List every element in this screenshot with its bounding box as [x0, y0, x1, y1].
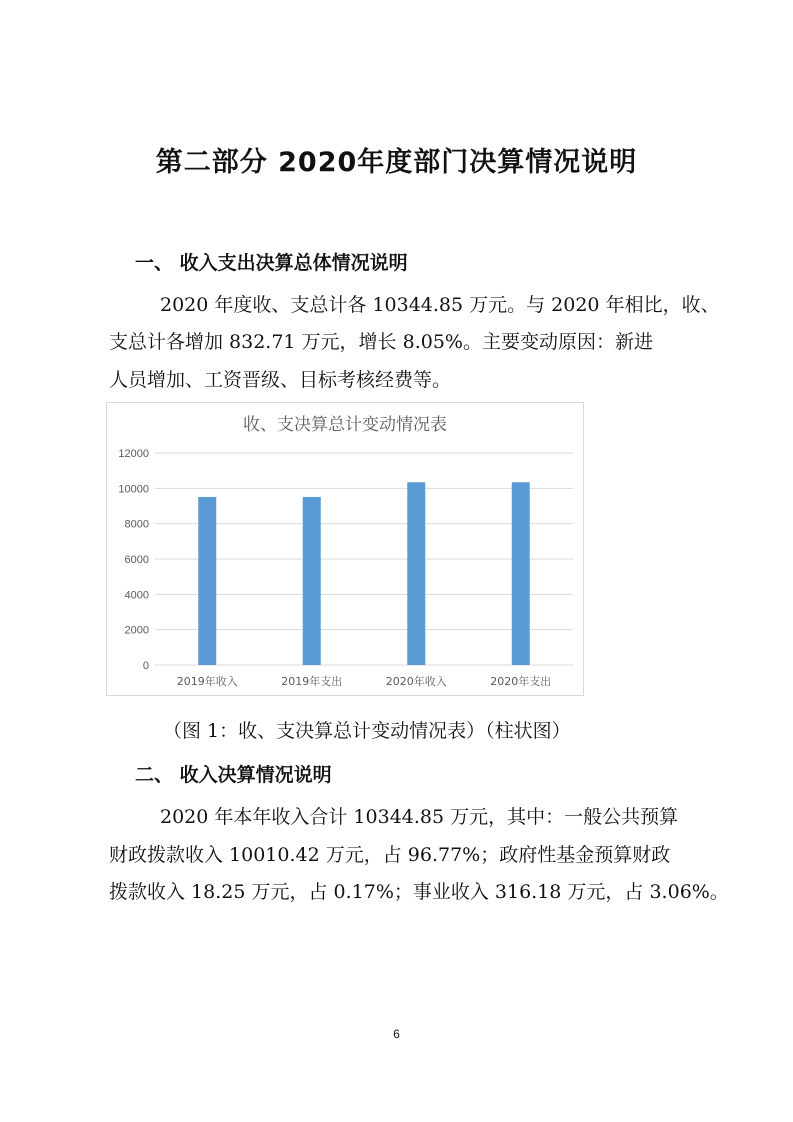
x-category-label: 2020年收入 [385, 675, 447, 688]
bar [512, 482, 530, 665]
bar [407, 482, 425, 665]
paragraph-line: 2020 年度收、支总计各 10344.85 万元。与 2020 年相比，收、 [160, 294, 720, 316]
bar [303, 497, 321, 665]
bar-chart-svg [107, 403, 583, 695]
y-tick-label: 0 [142, 660, 149, 672]
paragraph-line: 财政拨款收入 10010.42 万元，占 96.77%；政府性基金预算财政 [109, 844, 671, 866]
chart-title: 收、支决算总计变动情况表 [243, 415, 447, 435]
section-heading-2: 二、 收入决算情况说明 [135, 764, 332, 786]
figure-caption: （图 1：收、支决算总计变动情况表）（柱状图） [163, 720, 571, 742]
y-tick-label: 6000 [124, 554, 149, 566]
page-number: 6 [393, 1027, 400, 1041]
y-tick-label: 4000 [124, 589, 149, 602]
paragraph-line: 2020 年本年收入合计 10344.85 万元，其中：一般公共预算 [160, 806, 679, 828]
x-category-label: 2019年支出 [281, 675, 343, 688]
y-tick-label: 2000 [124, 624, 149, 637]
x-category-label: 2019年收入 [176, 675, 238, 688]
paragraph-line: 拨款收入 18.25 万元，占 0.17%；事业收入 316.18 万元，占 3.06%。 [109, 881, 729, 903]
y-tick-label: 12000 [118, 448, 149, 460]
y-tick-label: 8000 [124, 518, 149, 531]
bar-chart [106, 402, 584, 696]
section-heading-1: 一、 收入支出决算总体情况说明 [135, 252, 408, 274]
y-tick-label: 10000 [118, 483, 149, 496]
bar [198, 497, 216, 665]
page-title: 第二部分 2020年度部门决算情况说明 [155, 147, 638, 178]
paragraph-line: 人员增加、工资晋级、目标考核经费等。 [109, 369, 452, 391]
x-category-label: 2020年支出 [490, 675, 552, 688]
paragraph-line: 支总计各增加 832.71 万元，增长 8.05%。主要变动原因：新进 [109, 331, 653, 353]
